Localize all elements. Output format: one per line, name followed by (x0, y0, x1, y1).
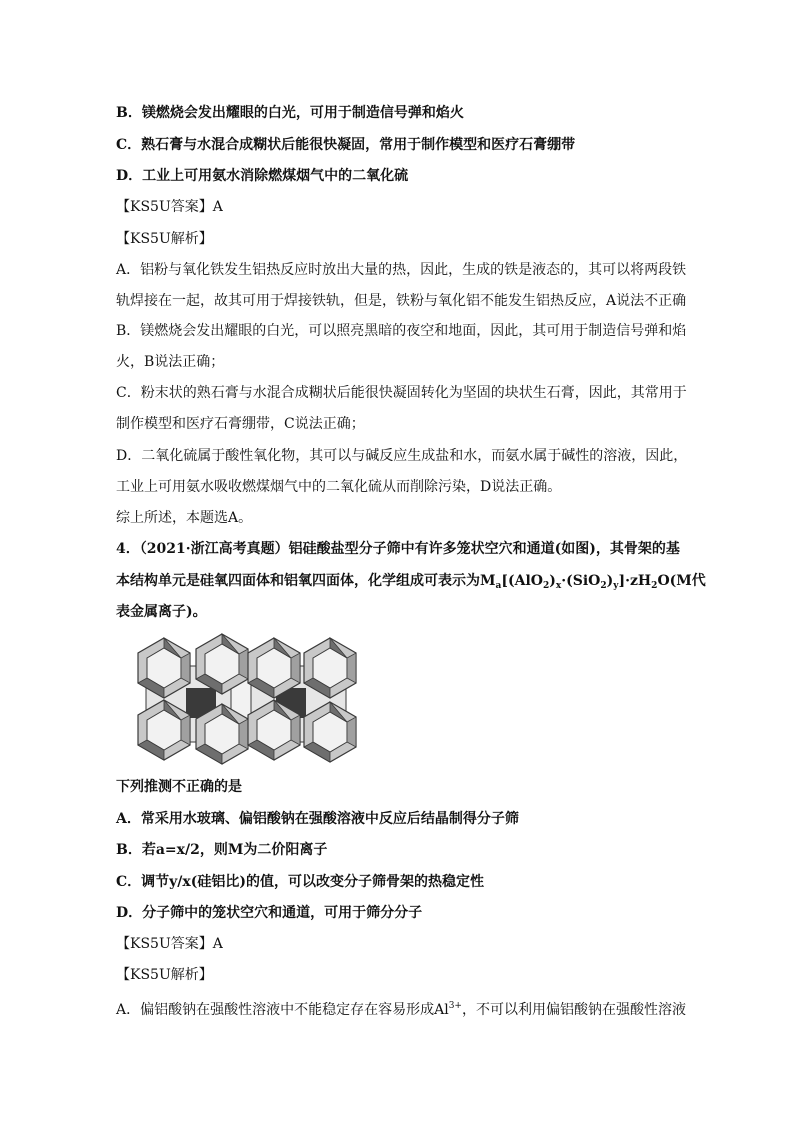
q4-stem-line2 (116, 571, 706, 596)
q3-option-b: B．镁燃烧会发出耀眼的白光，可用于制造信号弹和焰火 (116, 105, 464, 121)
formula-sub-2b: 2 (600, 581, 607, 591)
q3-answer: 【KS5U答案】A (116, 199, 223, 215)
formula-part-5: ]·zH (618, 573, 652, 589)
q4-option-c: C．调节y/x(硅铝比)的值，可以改变分子筛骨架的热稳定性 (116, 874, 484, 890)
q4-option-d: D．分子筛中的笼状空穴和通道，可用于筛分分子 (116, 905, 423, 921)
q3-option-c: C．熟石膏与水混合成糊状后能很快凝固，常用于制作模型和医疗石膏绷带 (116, 137, 576, 153)
formula-sub-2a: 2 (542, 581, 550, 591)
q3-analysis-d-line1: D．二氧化硫属于酸性氧化物，其可以与碱反应生成盐和水，而氨水属于碱性的溶液，因此， (116, 448, 688, 464)
q4-option-a: A．常采用水玻璃、偏铝酸钠在强酸溶液中反应后结晶制得分子筛 (116, 811, 519, 827)
formula-sub-y: y (613, 581, 619, 591)
q3-analysis-a-line2: 轨焊接在一起，故其可用于焊接铁轨，但是，铁粉与氧化铝不能发生铝热反应，A说法不正确 (116, 293, 687, 309)
q3-analysis-b-line2: 火，B说法正确； (116, 354, 225, 370)
q4-analysis-a-post: ，不可以利用偏铝酸钠在强酸性溶液 (461, 1002, 686, 1018)
q4-answer: 【KS5U答案】A (116, 936, 223, 952)
q3-analysis-c-line1: C．粉末状的熟石膏与水混合成糊状后能很快凝固转化为坚固的块状生石膏，因此，其常用于 (116, 385, 687, 401)
q3-analysis-title: 【KS5U解析】 (116, 231, 213, 247)
formula-part-1: [(AlO (501, 573, 543, 589)
q4-question: 下列推测不正确的是 (116, 779, 242, 795)
q3-summary: 综上所述，本题选A。 (116, 510, 253, 526)
q3-analysis-c-line2: 制作模型和医疗石膏绷带，C说法正确； (116, 416, 365, 432)
molecular-sieve-figure (126, 638, 370, 764)
formula-sub-x: x (555, 581, 562, 591)
q3-analysis-a-line1: A．铝粉与氧化铁发生铝热反应时放出大量的热，因此，生成的铁是液态的，其可以将两段铁 (116, 262, 687, 278)
q4-stem-line1: 4．（2021·浙江高考真题）铝硅酸盐型分子筛中有许多笼状空穴和通道(如图)，其骨架的基 (116, 541, 680, 557)
formula-sub-2c: 2 (651, 581, 658, 591)
q4-analysis-title: 【KS5U解析】 (116, 967, 213, 983)
aluminum-ion-charge: 3+ (448, 1001, 462, 1011)
q4-stem-text: 本结构单元是硅氧四面体和铝氧四面体，化学组成可表示为M (116, 573, 496, 589)
q3-analysis-d-line2: 工业上可用氨水吸收燃煤烟气中的二氧化硫从而削除污染，D说法正确。 (116, 479, 562, 495)
q3-analysis-b-line1: B．镁燃烧会发出耀眼的白光，可以照亮黑暗的夜空和地面，因此，其可用于制造信号弹和焰 (116, 323, 687, 339)
q3-option-d: D．工业上可用氨水消除燃煤烟气中的二氧化硫 (116, 168, 409, 184)
formula-part-6: O(M代 (657, 573, 706, 589)
q4-analysis-a-pre: A．偏铝酸钠在强酸性溶液中不能稳定存在容易形成Al (116, 1002, 449, 1018)
q4-option-b: B．若a=x/2，则M为二价阳离子 (116, 842, 328, 858)
formula-part-2: ) (549, 573, 556, 589)
q4-stem-line3: 表金属离子)。 (116, 604, 207, 620)
formula-part-3: ·(SiO (561, 573, 601, 589)
formula-sub-a: a (495, 581, 502, 591)
q4-analysis-a (116, 996, 696, 1020)
formula-part-4: ) (606, 573, 614, 589)
